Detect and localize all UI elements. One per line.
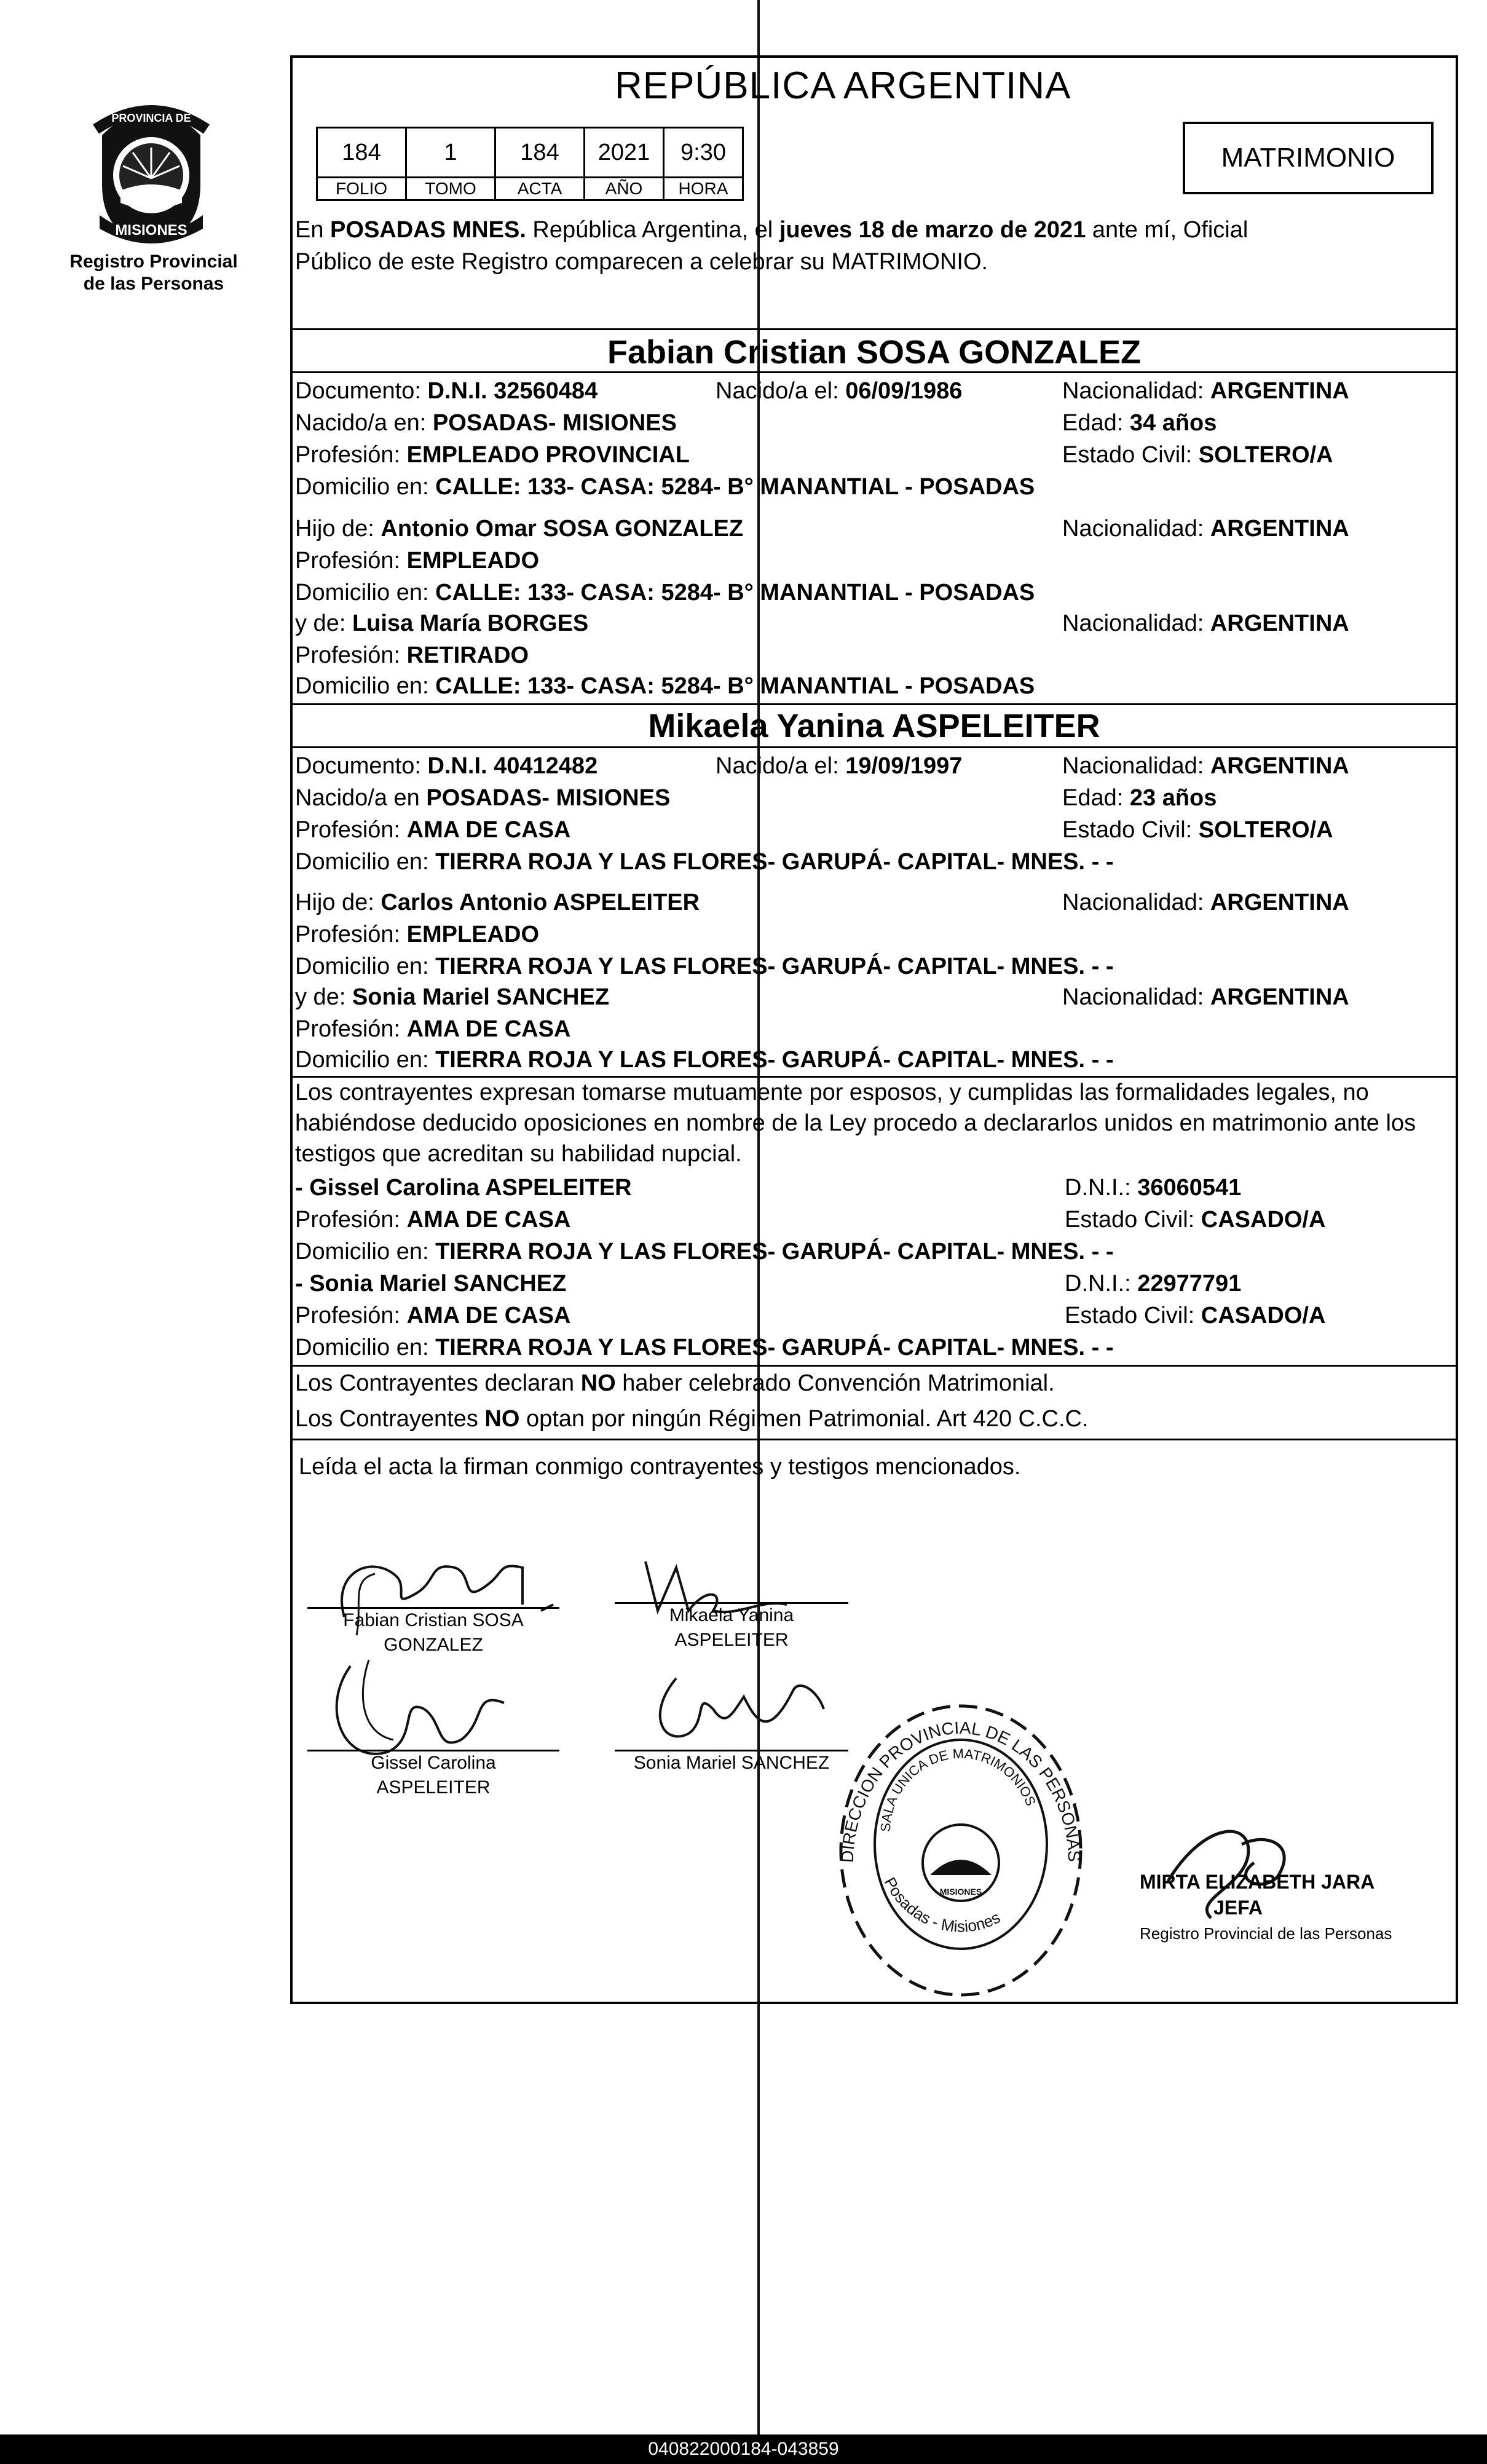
svg-text:SALA UNICA DE MATRIMONIOS: SALA UNICA DE MATRIMONIOS bbox=[877, 1745, 1039, 1833]
acta-value: 184 bbox=[495, 128, 585, 178]
folio-value: 184 bbox=[317, 128, 406, 178]
spouse2-document: Documento: D.N.I. 40412482 bbox=[295, 753, 598, 779]
witness1-name: - Gissel Carolina ASPELEITER bbox=[295, 1175, 632, 1201]
folio-label: FOLIO bbox=[317, 178, 406, 200]
spouse1-address: Domicilio en: CALLE: 133- CASA: 5284- B° MANANTIAL - POSADAS bbox=[295, 474, 1035, 500]
spouse1-document: Documento: D.N.I. 32560484 bbox=[295, 378, 598, 404]
svg-text:PROVINCIA DE: PROVINCIA DE bbox=[111, 112, 191, 124]
svg-text:MISIONES: MISIONES bbox=[939, 1887, 982, 1897]
witness2-civil-status: Estado Civil: CASADO/A bbox=[1065, 1303, 1326, 1329]
tomo-value: 1 bbox=[406, 128, 495, 178]
svg-text:MISIONES: MISIONES bbox=[115, 222, 187, 239]
spouse1-father-profession: Profesión: EMPLEADO bbox=[295, 548, 540, 574]
spouse1-father: Hijo de: Antonio Omar SOSA GONZALEZ bbox=[295, 516, 744, 542]
spouse1-mother: y de: Luisa María BORGES bbox=[295, 610, 589, 636]
spouse2-age: Edad: 23 años bbox=[1062, 785, 1217, 811]
registry-line-2: de las Personas bbox=[83, 274, 224, 294]
intro-line-1: En POSADAS MNES. República Argentina, el jueves 18 de marzo de 2021 ante mí, Oficial bbox=[295, 217, 1248, 243]
witness2-signature-icon bbox=[633, 1654, 842, 1758]
closing-statement: Leída el acta la firman conmigo contrayentes y testigos mencionados. bbox=[299, 1454, 1021, 1480]
acta-label: ACTA bbox=[495, 178, 585, 200]
anio-label: AÑO bbox=[585, 178, 664, 200]
spouse2-father-address: Domicilio en: TIERRA ROJA Y LAS FLORES- GARUPÁ- CAPITAL- MNES. - - bbox=[295, 954, 1114, 979]
official-office: Registro Provincial de las Personas bbox=[1140, 1924, 1392, 1943]
spouse2-mother: y de: Sonia Mariel SANCHEZ bbox=[295, 984, 610, 1010]
spouse1-nationality: Nacionalidad: ARGENTINA bbox=[1062, 378, 1349, 404]
convention-statement: Los Contrayentes declaran NO haber celebrado Convención Matrimonial. bbox=[295, 1370, 1055, 1396]
spouse2-birthdate: Nacido/a el: 19/09/1997 bbox=[716, 753, 963, 779]
spouse1-signature-label: Fabian Cristian SOSA GONZALEZ bbox=[343, 1610, 524, 1655]
divider bbox=[290, 746, 1458, 748]
record-table bbox=[316, 127, 744, 201]
spouse1-profession: Profesión: EMPLEADO PROVINCIAL bbox=[295, 442, 690, 468]
country-title: REPÚBLICA ARGENTINA bbox=[615, 65, 1071, 107]
hora-label: HORA bbox=[664, 178, 743, 200]
spouse2-father-profession: Profesión: EMPLEADO bbox=[295, 922, 540, 947]
witness2-name: - Sonia Mariel SANCHEZ bbox=[295, 1271, 567, 1297]
spouse1-father-address: Domicilio en: CALLE: 133- CASA: 5284- B° MANANTIAL - POSADAS bbox=[295, 580, 1035, 606]
spouse2-civil-status: Estado Civil: SOLTERO/A bbox=[1062, 817, 1333, 843]
document-type-box: MATRIMONIO bbox=[1183, 122, 1434, 194]
spouse2-name: Mikaela Yanina ASPELEITER bbox=[648, 708, 1100, 744]
official-stamp-icon bbox=[816, 1678, 1105, 1998]
divider bbox=[290, 1365, 1458, 1367]
document-id-footer: 040822000184-043859 bbox=[0, 2434, 1487, 2464]
spouse2-profession: Profesión: AMA DE CASA bbox=[295, 817, 571, 843]
divider bbox=[290, 328, 1458, 330]
spouse2-mother-profession: Profesión: AMA DE CASA bbox=[295, 1016, 571, 1042]
divider bbox=[290, 1439, 1458, 1440]
spouse2-address: Domicilio en: TIERRA ROJA Y LAS FLORES- GARUPÁ- CAPITAL- MNES. - - bbox=[295, 849, 1114, 875]
official-name: MIRTA ELIZABETH JARA bbox=[1140, 1871, 1375, 1893]
witness2-dni: D.N.I.: 22977791 bbox=[1065, 1271, 1242, 1297]
regime-statement: Los Contrayentes NO optan por ningún Régimen Patrimonial. Art 420 C.C.C. bbox=[295, 1406, 1089, 1432]
witness1-dni: D.N.I.: 36060541 bbox=[1065, 1175, 1242, 1201]
spouse2-birthplace: Nacido/a en POSADAS- MISIONES bbox=[295, 785, 671, 811]
tomo-label: TOMO bbox=[406, 178, 495, 200]
spouse2-signature-label: Mikaela Yanina ASPELEITER bbox=[669, 1605, 794, 1650]
witness1-signature-label: Gissel Carolina ASPELEITER bbox=[371, 1753, 496, 1798]
registry-name bbox=[55, 251, 252, 295]
witness1-civil-status: Estado Civil: CASADO/A bbox=[1065, 1207, 1326, 1233]
anio-value: 2021 bbox=[585, 128, 664, 178]
witness2-address: Domicilio en: TIERRA ROJA Y LAS FLORES- GARUPÁ- CAPITAL- MNES. - - bbox=[295, 1335, 1114, 1360]
witness1-profession: Profesión: AMA DE CASA bbox=[295, 1207, 571, 1233]
marriage-declaration: Los contrayentes expresan tomarse mutuamente por esposos, y cumplidas las formalidades legales, no habiéndose deducido oposiciones en nombre de la Ley procedo a declararlos unidos en matrimonio ante los testigos que acreditan su habilidad nupcial. bbox=[295, 1080, 1416, 1167]
svg-text:DIRECCION PROVINCIAL DE LAS PE: DIRECCION PROVINCIAL DE LAS PERSONAS bbox=[837, 1718, 1084, 1863]
hora-value: 9:30 bbox=[664, 128, 743, 178]
witness2-signature-label: Sonia Mariel SANCHEZ bbox=[633, 1753, 830, 1773]
spouse2-nationality: Nacionalidad: ARGENTINA bbox=[1062, 753, 1349, 779]
official-block bbox=[1140, 1869, 1392, 1946]
spouse1-father-nationality: Nacionalidad: ARGENTINA bbox=[1062, 516, 1349, 542]
divider bbox=[290, 703, 1458, 705]
spouse1-name: Fabian Cristian SOSA GONZALEZ bbox=[607, 334, 1142, 371]
witness1-address: Domicilio en: TIERRA ROJA Y LAS FLORES- GARUPÁ- CAPITAL- MNES. - - bbox=[295, 1239, 1114, 1265]
spouse1-mother-address: Domicilio en: CALLE: 133- CASA: 5284- B° MANANTIAL - POSADAS bbox=[295, 673, 1035, 699]
spouse1-birthdate: Nacido/a el: 06/09/1986 bbox=[716, 378, 963, 404]
witness2-profession: Profesión: AMA DE CASA bbox=[295, 1303, 571, 1329]
intro-line-2: Público de este Registro comparecen a celebrar su MATRIMONIO. bbox=[295, 249, 988, 275]
spouse1-mother-profession: Profesión: RETIRADO bbox=[295, 642, 529, 668]
spouse2-father: Hijo de: Carlos Antonio ASPELEITER bbox=[295, 890, 700, 915]
province-seal-icon bbox=[84, 92, 219, 246]
spouse1-civil-status: Estado Civil: SOLTERO/A bbox=[1062, 442, 1333, 468]
divider bbox=[290, 371, 1458, 373]
svg-text:Posadas - Misiones: Posadas - Misiones bbox=[880, 1874, 1003, 1936]
spouse2-mother-address: Domicilio en: TIERRA ROJA Y LAS FLORES- GARUPÁ- CAPITAL- MNES. - - bbox=[295, 1047, 1114, 1073]
spouse1-mother-nationality: Nacionalidad: ARGENTINA bbox=[1062, 610, 1349, 636]
spouse1-birthplace: Nacido/a en: POSADAS- MISIONES bbox=[295, 410, 677, 436]
spouse1-age: Edad: 34 años bbox=[1062, 410, 1217, 436]
spouse2-mother-nationality: Nacionalidad: ARGENTINA bbox=[1062, 984, 1349, 1010]
spouse2-father-nationality: Nacionalidad: ARGENTINA bbox=[1062, 890, 1349, 915]
registry-line-1: Registro Provincial bbox=[69, 251, 238, 272]
official-title: JEFA bbox=[1213, 1897, 1263, 1919]
